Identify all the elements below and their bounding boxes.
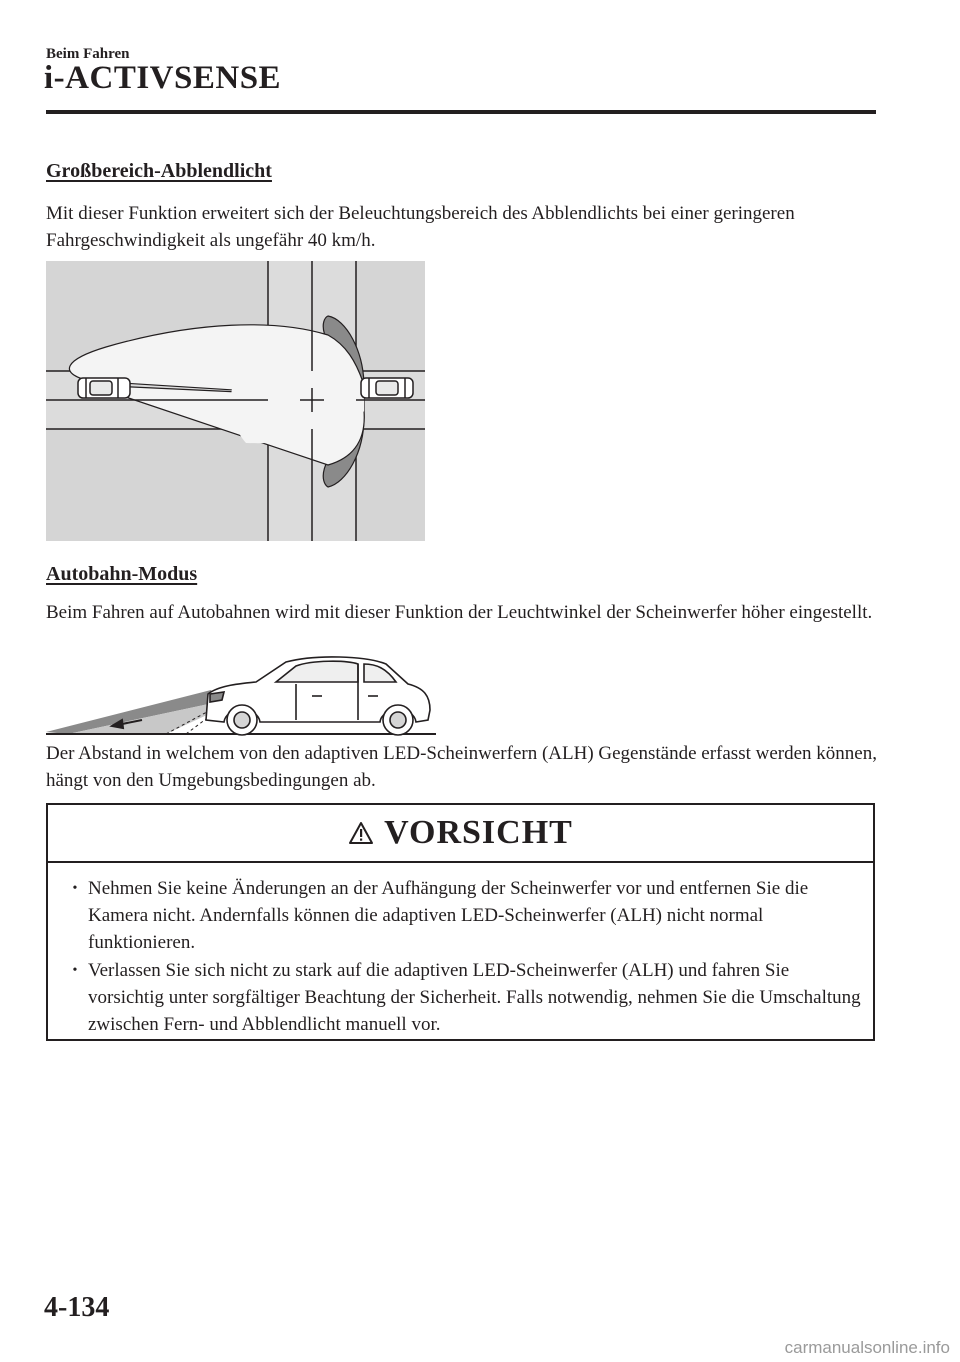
caution-item-text: Verlassen Sie sich nicht zu stark auf die adaptiven LED-Scheinwerfer (ALH) und fahren Sie vorsichtig unter sorgfältiger Beachtung der Sicherheit. Falls notwendig, nehmen Sie die Umschaltung zwischen Fern- und Abblendlicht manuell vor. (88, 960, 861, 1035)
paragraph-highway-mode: Beim Fahren auf Autobahnen wird mit dieser Funktion der Leuchtwinkel der Scheinwerfer höher eingestellt. (46, 602, 873, 623)
beam-normal (68, 702, 222, 734)
caution-item (62, 875, 862, 956)
caution-list (62, 875, 862, 1039)
subheading-wide-range-low-beam: Großbereich-Abblendlicht (46, 160, 272, 182)
oncoming-car (78, 378, 130, 398)
page-number: 4-134 (44, 1292, 110, 1323)
highway-mode-illustration (46, 650, 436, 736)
bullet: • (72, 963, 78, 978)
paragraph-distance-note: Der Abstand in welchem von den adaptiven LED-Scheinwerfern (ALH) Gegenstände erfasst werden können, hängt von den Umgebungsbedingungen ab. (46, 743, 877, 791)
watermark: carmanualsonline.info (784, 1338, 950, 1357)
bullet: • (72, 881, 78, 896)
section-label: Beim Fahren (46, 46, 130, 62)
sedan-car (206, 657, 430, 735)
caution-header (48, 805, 873, 863)
warning-triangle-icon (348, 821, 374, 845)
caution-item (62, 957, 862, 1038)
own-car (361, 378, 413, 398)
header-rule (46, 110, 876, 114)
caution-item-text: Nehmen Sie keine Änderungen an der Aufhängung der Scheinwerfer vor und entfernen Sie die Kamera nicht. Andernfalls können die adaptiven LED-Scheinwerfer (ALH) nicht normal funktionieren. (88, 878, 809, 953)
caution-box (46, 803, 875, 1041)
caution-title: VORSICHT (384, 814, 573, 851)
chapter-title: i-ACTIVSENSE (44, 60, 282, 96)
subheading-highway-mode: Autobahn-Modus (46, 563, 198, 585)
paragraph-wide-range-low-beam: Mit dieser Funktion erweitert sich der Beleuchtungsbereich des Abblendlichts bei einer geringeren Fahrgeschwindigkeit als ungefähr 40 km/h. (46, 203, 795, 251)
wide-range-low-beam-illustration (46, 261, 425, 541)
